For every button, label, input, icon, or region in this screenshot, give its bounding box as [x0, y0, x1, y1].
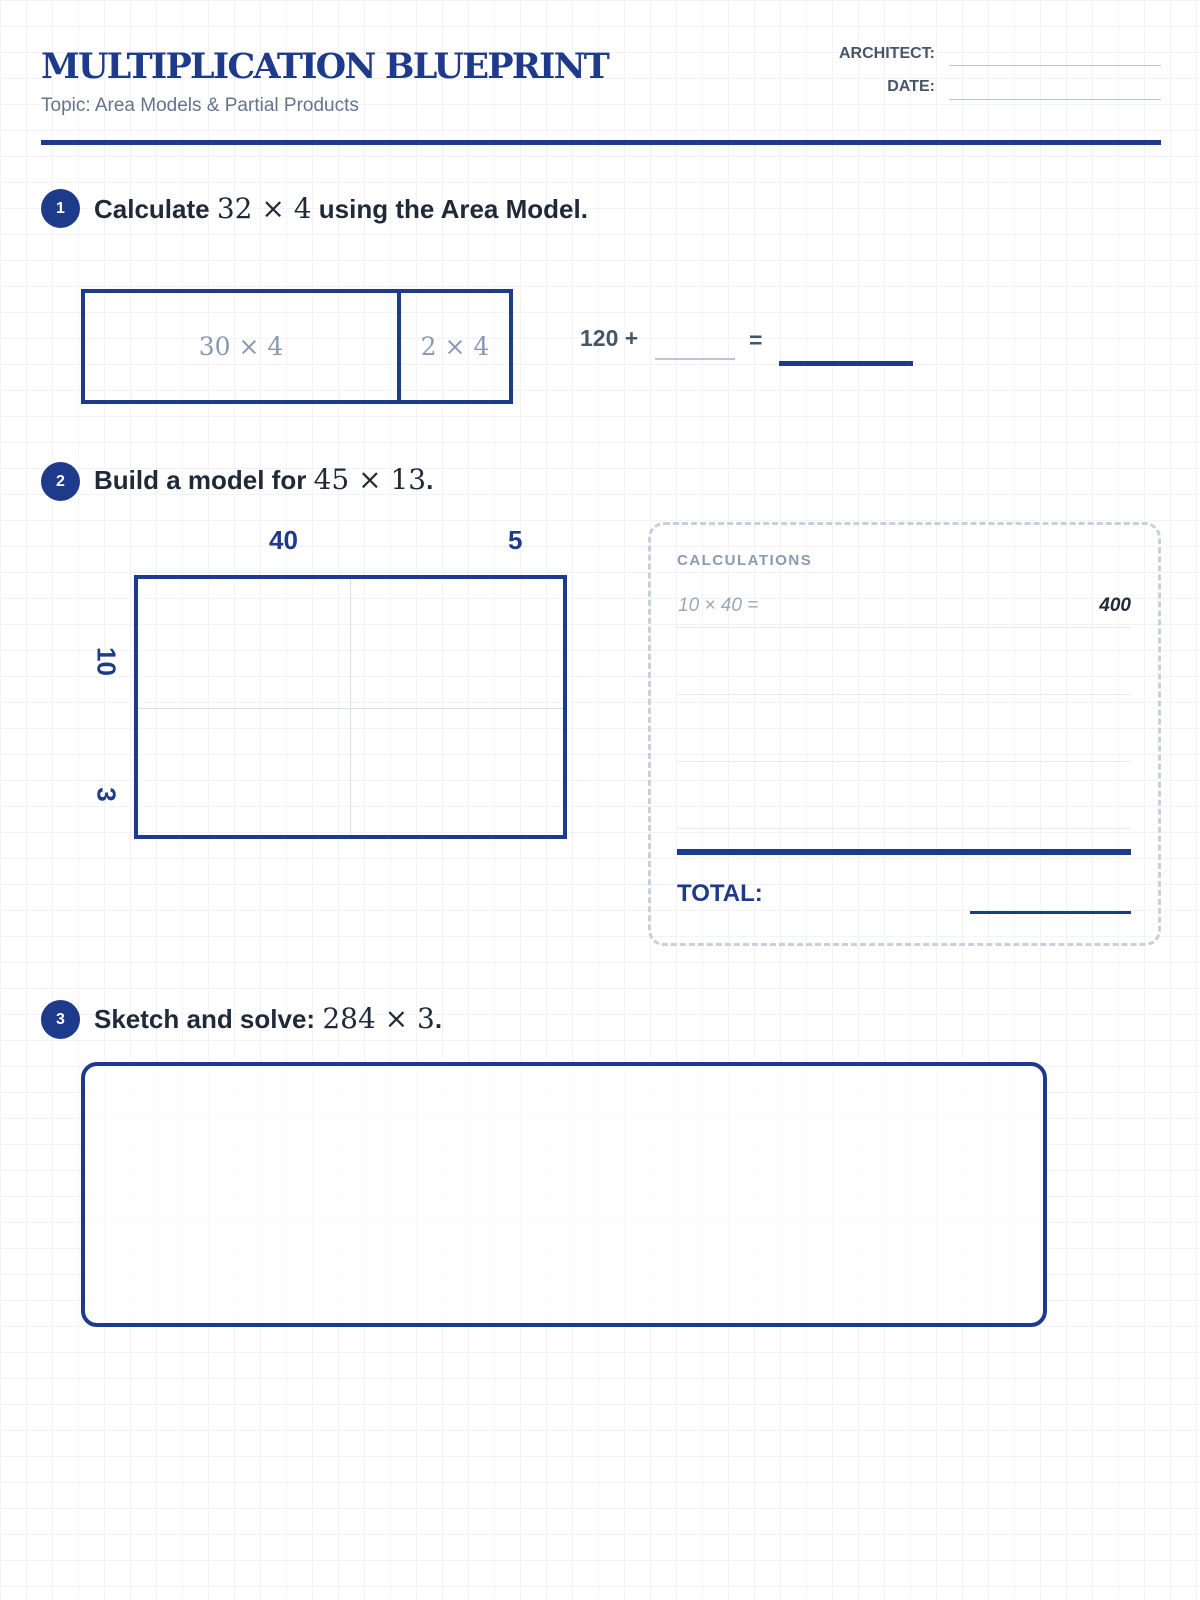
- question-2-prompt: [94, 463, 433, 496]
- date-field[interactable]: [949, 99, 1161, 100]
- grid-divider: [350, 579, 351, 835]
- area-model-1: [81, 289, 513, 404]
- calculations-divider: [677, 849, 1131, 855]
- page-title: MULTIPLICATION BLUEPRINT: [41, 46, 609, 87]
- question-text: Sketch and solve:: [94, 1004, 323, 1034]
- date-label: DATE:: [887, 78, 935, 95]
- question-text: using the Area Model.: [311, 194, 588, 224]
- dimension-label-side: 10: [91, 647, 122, 676]
- math-expression: 45 × 13: [313, 463, 427, 496]
- area-model-2-grid[interactable]: [134, 575, 567, 839]
- partial-product-label: 30 × 4: [198, 332, 284, 361]
- question-text: Build a model for: [94, 465, 314, 495]
- calculations-heading: CALCULATIONS: [677, 552, 813, 569]
- total-label: TOTAL:: [677, 880, 763, 907]
- answer-blank-partial[interactable]: [655, 358, 735, 360]
- question-text: .: [426, 465, 434, 495]
- architect-field[interactable]: [949, 65, 1161, 66]
- equals-sign: =: [749, 327, 763, 353]
- calculation-line[interactable]: [677, 627, 1131, 628]
- sketch-area[interactable]: [81, 1062, 1047, 1327]
- math-expression: 32 × 4: [216, 192, 312, 225]
- equation-start: 120 +: [580, 325, 639, 351]
- question-text: .: [434, 1004, 443, 1034]
- page-subtitle: Topic: Area Models & Partial Products: [41, 95, 359, 116]
- question-3-prompt: [94, 1002, 442, 1035]
- partial-product-label: 2 × 4: [420, 332, 490, 361]
- dimension-label-top: 5: [508, 525, 523, 555]
- question-number-badge: 2: [41, 462, 80, 501]
- calculation-line[interactable]: [677, 828, 1131, 829]
- grid-divider: [138, 708, 563, 709]
- calculation-expression: 10 × 40 =: [678, 595, 759, 616]
- architect-label: ARCHITECT:: [839, 45, 935, 62]
- calculation-line[interactable]: [677, 694, 1131, 695]
- area-model-cell: [401, 293, 509, 400]
- total-answer-blank[interactable]: [970, 911, 1131, 914]
- math-expression: 284 × 3: [322, 1002, 435, 1035]
- question-text: Calculate: [94, 194, 217, 224]
- dimension-label-top: 40: [269, 525, 298, 555]
- calculation-value: 400: [1099, 595, 1131, 616]
- header-divider: [41, 140, 1161, 145]
- answer-blank-total[interactable]: [779, 361, 913, 366]
- dimension-label-side: 3: [91, 787, 122, 802]
- question-number-badge: 1: [41, 189, 80, 228]
- question-number-badge: 3: [41, 1000, 80, 1039]
- question-1-prompt: [94, 192, 588, 225]
- calculation-line[interactable]: [677, 761, 1131, 762]
- area-model-cell: [85, 293, 401, 400]
